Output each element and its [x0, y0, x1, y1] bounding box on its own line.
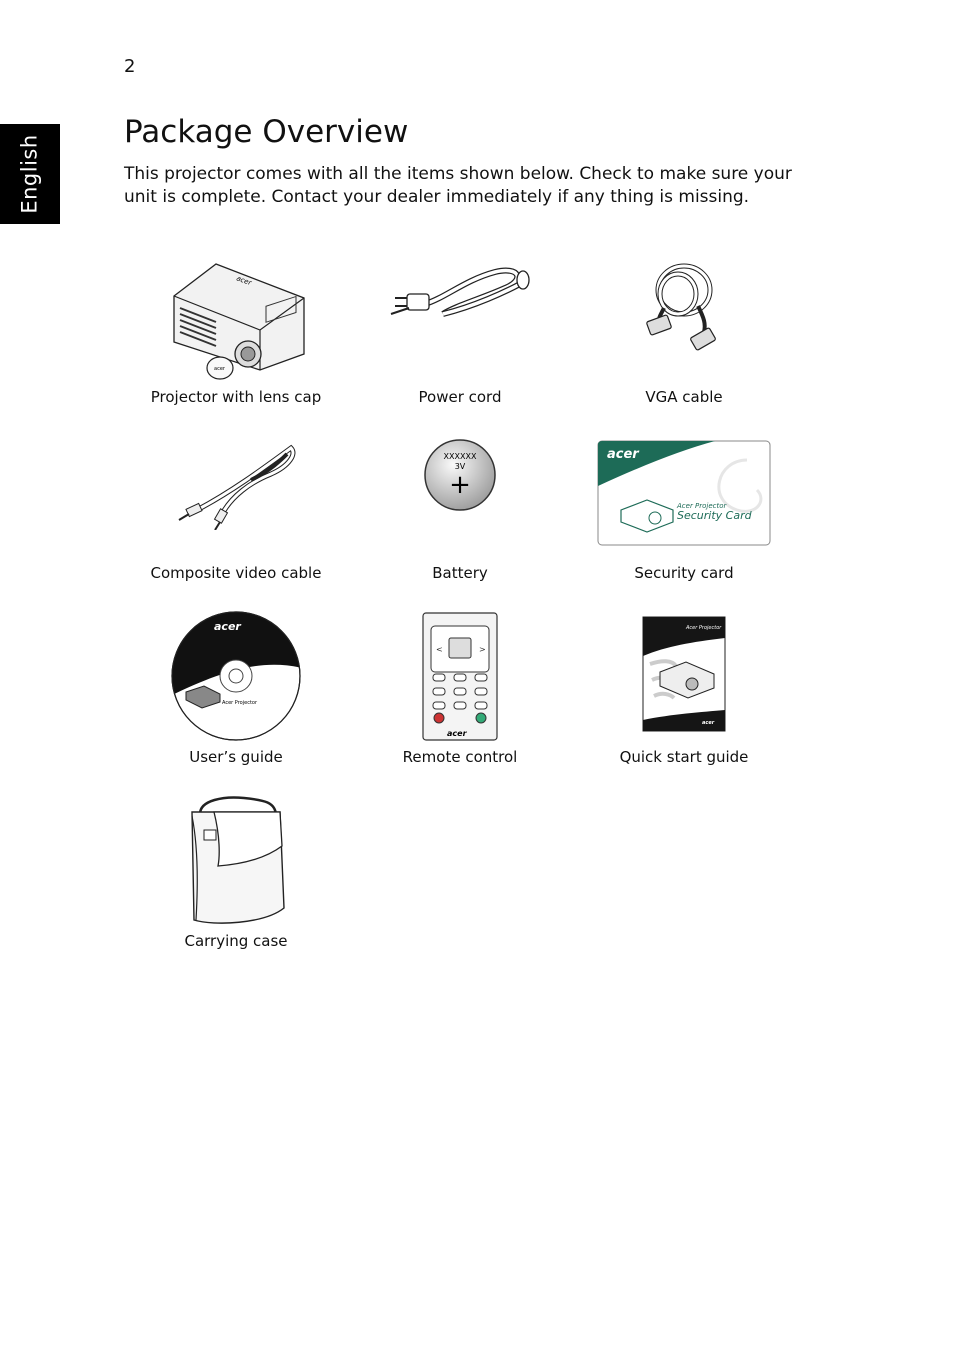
- list-item: [124, 258, 348, 406]
- list-item: [124, 610, 348, 766]
- cd-line: Acer Projector: [222, 700, 258, 706]
- language-tab: [0, 124, 60, 224]
- booklet-logo: acer: [702, 720, 715, 726]
- vga-cable-icon: [634, 258, 734, 362]
- power-cord-icon: [385, 258, 535, 338]
- page-title: Package Overview: [124, 114, 409, 150]
- projector-icon: [156, 258, 316, 384]
- item-caption: User’s guide: [189, 748, 283, 766]
- item-caption: Security card: [634, 564, 734, 582]
- list-item: [348, 612, 572, 766]
- item-caption: Remote control: [402, 748, 518, 766]
- item-caption: Projector with lens cap: [150, 388, 322, 406]
- svg-text:<: <: [436, 645, 443, 654]
- cd-icon: [170, 610, 302, 742]
- battery-voltage: 3V: [454, 462, 466, 471]
- security-card-icon: [597, 440, 771, 546]
- card-line2: Security Card: [677, 509, 752, 522]
- booklet-icon: [642, 616, 726, 732]
- card-line1: Acer Projector: [677, 502, 727, 510]
- carrying-case-icon: [184, 796, 288, 928]
- language-tab-label: English: [18, 134, 43, 214]
- card-logo: acer: [607, 447, 639, 462]
- item-caption: Power cord: [418, 388, 502, 406]
- remote-control-icon: [421, 612, 499, 742]
- svg-text:>: >: [479, 645, 486, 654]
- list-item: [348, 258, 572, 406]
- intro-paragraph: This projector comes with all the items shown below. Check to make sure your unit is complete. Contact your dealer immediately if any thing is missing.: [124, 164, 792, 207]
- projector-logo: acer: [235, 274, 253, 288]
- item-caption: Quick start guide: [619, 748, 749, 766]
- list-item: [572, 258, 796, 406]
- list-item: [572, 440, 796, 582]
- item-caption: Carrying case: [184, 932, 288, 950]
- remote-logo: acer: [447, 729, 467, 738]
- battery-polarity: +: [449, 470, 471, 500]
- list-item: [572, 616, 796, 766]
- battery-icon: [420, 436, 500, 516]
- composite-cable-icon: [171, 440, 301, 530]
- battery-marking: XXXXXX: [443, 452, 477, 461]
- item-caption: Composite video cable: [150, 564, 322, 582]
- cd-logo: acer: [214, 620, 241, 633]
- list-item: [124, 796, 348, 950]
- booklet-title: Acer Projector: [686, 625, 722, 631]
- item-caption: VGA cable: [645, 388, 723, 406]
- list-item: [348, 436, 572, 582]
- lens-cap-logo: acer: [214, 366, 225, 372]
- list-item: [124, 440, 348, 582]
- page-number: 2: [124, 56, 136, 77]
- item-caption: Battery: [432, 564, 488, 582]
